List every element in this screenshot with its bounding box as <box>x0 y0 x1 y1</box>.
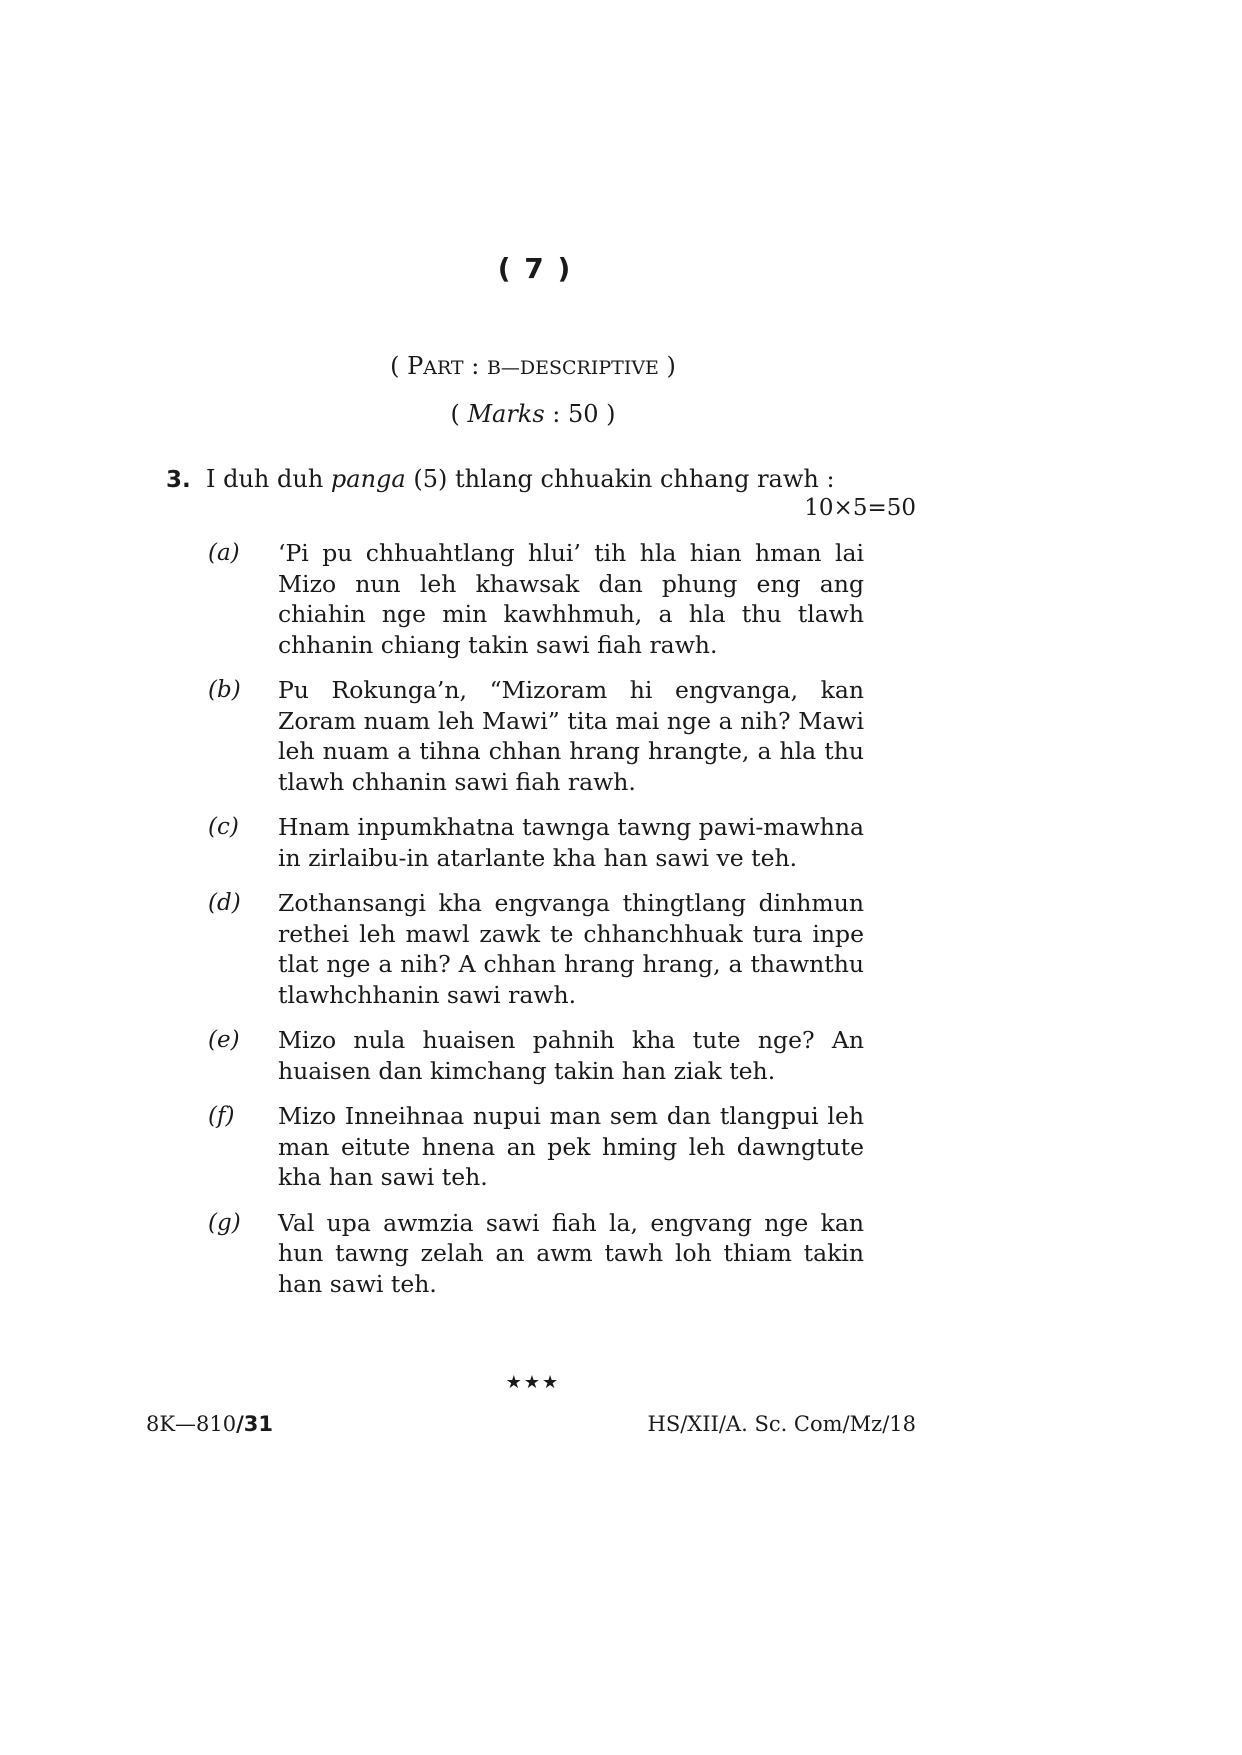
footer-subject-code: HS/XII/A. Sc. Com/Mz/18 <box>647 1412 916 1436</box>
question-number: 3. <box>166 467 191 493</box>
question-item-d <box>208 888 864 1010</box>
question-items <box>208 538 864 1314</box>
page-number: ( 7 ) <box>497 252 573 285</box>
question-item-f <box>208 1101 864 1193</box>
question-item-a <box>208 538 864 660</box>
item-text: Mizo nula huaisen pahnih kha tute nge? An huaisen dan kimchang takin han ziak teh. <box>278 1026 864 1085</box>
item-label: (b) <box>208 677 241 703</box>
question-item-c <box>208 812 864 873</box>
item-label: (c) <box>208 814 239 840</box>
item-text: ‘Pi pu chhuahtlang hlui’ tih hla hian hman lai Mizo nun leh khawsak dan phung eng ang chiahin nge min kawhhmuh, a hla thu tlawh chhanin chiang takin sawi fiah rawh. <box>278 539 864 659</box>
item-label: (a) <box>208 540 240 566</box>
end-stars: ★★★ <box>505 1372 561 1393</box>
item-label: (g) <box>208 1209 241 1236</box>
question-item-b <box>208 675 864 797</box>
item-text: Val upa awmzia sawi fiah la, engvang nge kan hun tawng zelah an awm tawh loh thiam takin han sawi teh. <box>278 1208 864 1298</box>
part-heading: ( PART : B—DESCRIPTIVE ) <box>390 352 676 380</box>
item-text: Mizo Inneihnaa nupui man sem dan tlangpui leh man eitute hnena an pek hming leh dawngtute kha han sawi teh. <box>278 1102 864 1191</box>
item-label: (e) <box>208 1027 240 1053</box>
marks-heading: ( Marks : 50 ) <box>450 400 616 428</box>
question-item-e <box>208 1025 864 1086</box>
question-item-g <box>208 1208 864 1300</box>
item-label: (f) <box>208 1103 235 1129</box>
footer-paper-code: 8K—810/31 <box>146 1412 274 1436</box>
question-instruction: I duh duh panga (5) thlang chhuakin chhang rawh : <box>206 465 835 493</box>
item-text: Hnam inpumkhatna tawnga tawng pawi-mawhna in zirlaibu-in atarlante kha han sawi ve teh. <box>278 813 864 872</box>
question-marks: 10×5=50 <box>804 495 916 521</box>
item-text: Zothansangi kha engvanga thingtlang dinhmun rethei leh mawl zawk te chhanchhuak tura inpe tlat nge a nih? A chhan hrang hrang, a thawnthu tlawhchhanin sawi rawh. <box>278 889 864 1009</box>
item-label: (d) <box>208 890 241 916</box>
item-text: Pu Rokunga’n, “Mizoram hi engvanga, kan Zoram nuam leh Mawi” tita mai nge a nih? Mawi leh nuam a tihna chhan hrang hrangte, a hla thu tlawh chhanin sawi fiah rawh. <box>278 676 864 796</box>
